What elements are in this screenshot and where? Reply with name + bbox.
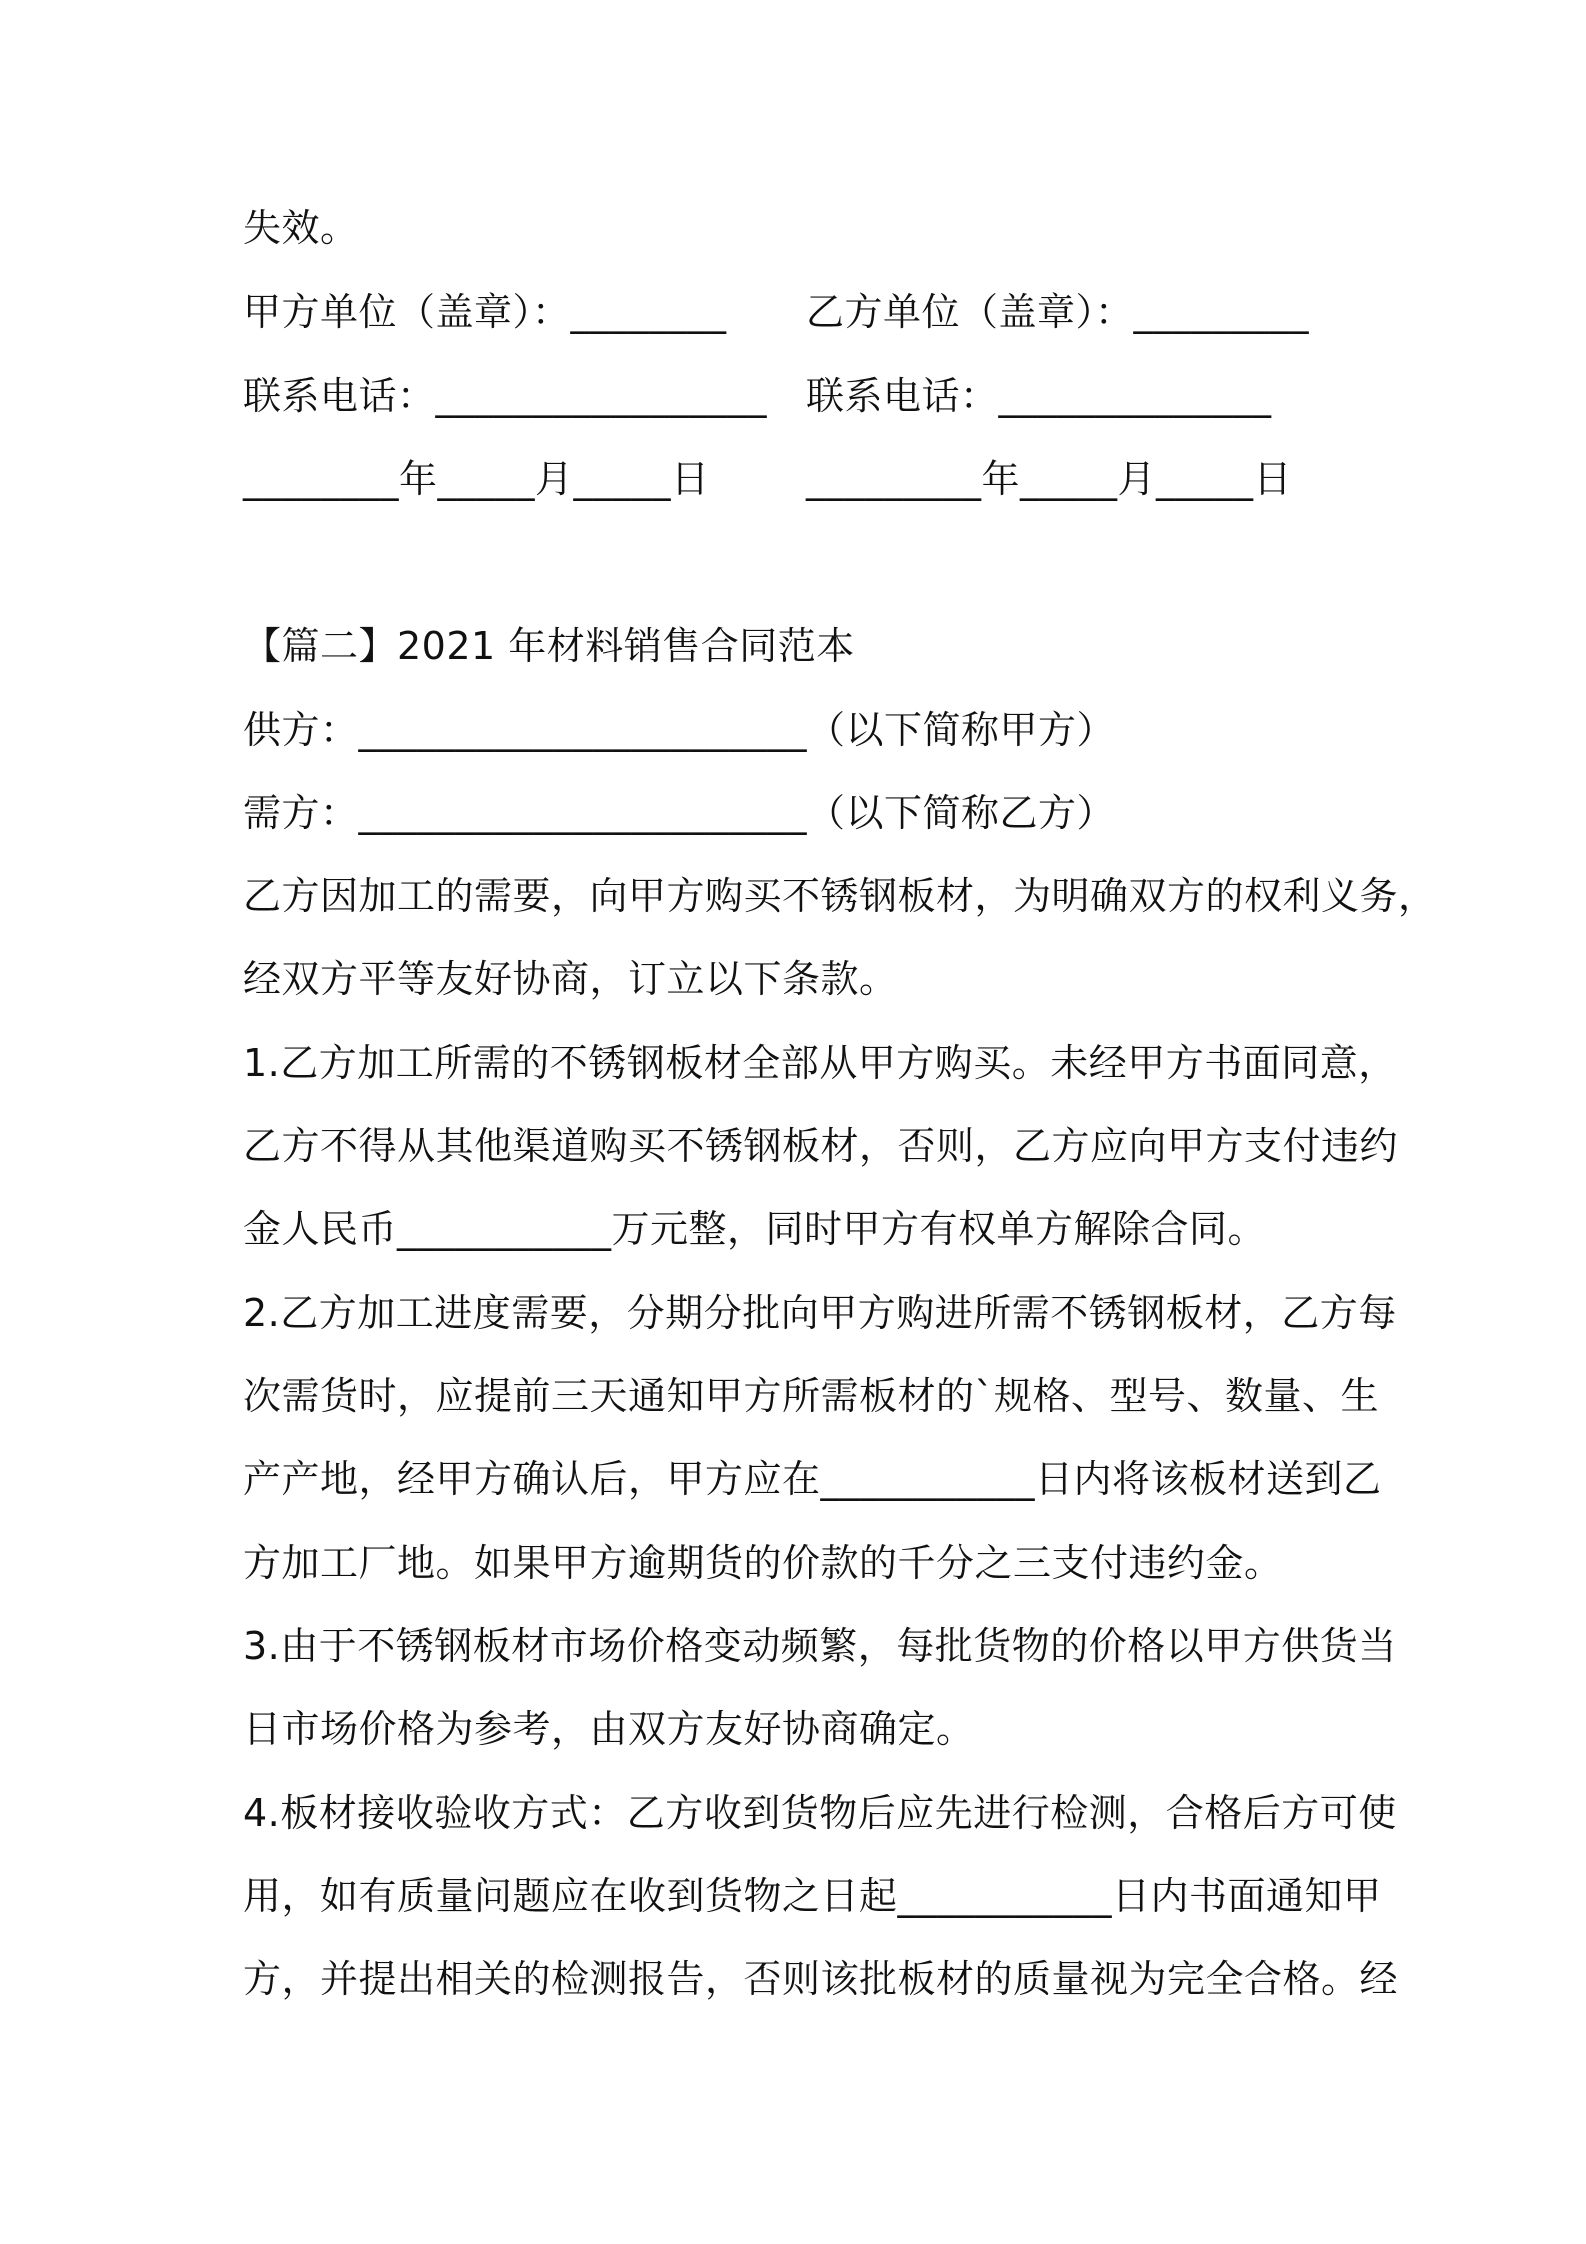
party-b-unit: 乙方单位（盖章）：_________ xyxy=(806,290,1310,334)
buyer-line: 需方：_______________________（以下简称乙方） xyxy=(243,791,1116,835)
party-a-unit: 甲方单位（盖章）：________ xyxy=(243,290,727,334)
clause-3-line: 3.由于不锈钢板材市场价格变动频繁，每批货物的价格以甲方供货当 xyxy=(243,1624,1397,1668)
section-heading: 【篇二】2021 年材料销售合同范本 xyxy=(243,624,855,668)
paragraph-line: 乙方因加工的需要，向甲方购买不锈钢板材，为明确双方的权利义务， xyxy=(243,874,1437,918)
text-line: 失效。 xyxy=(243,206,359,250)
party-b-date: _________年_____月_____日 xyxy=(806,457,1293,501)
clause-1-line: 乙方不得从其他渠道购买不锈钢板材，否则，乙方应向甲方支付违约 xyxy=(243,1124,1399,1168)
clause-2-line: 2.乙方加工进度需要，分期分批向甲方购进所需不锈钢板材，乙方每 xyxy=(243,1291,1397,1335)
clause-3-line: 日市场价格为参考，由双方友好协商确定。 xyxy=(243,1707,975,1751)
clause-1-line: 金人民币___________万元整，同时甲方有权单方解除合同。 xyxy=(243,1207,1267,1251)
clause-2-line: 产产地，经甲方确认后，甲方应在___________日内将该板材送到乙 xyxy=(243,1457,1382,1501)
party-a-phone: 联系电话：_________________ xyxy=(243,374,768,418)
clause-4-line: 用，如有质量问题应在收到货物之日起___________日内书面通知甲 xyxy=(243,1874,1382,1918)
party-a-date: ________年_____月_____日 xyxy=(243,457,710,501)
supplier-line: 供方：_______________________（以下简称甲方） xyxy=(243,708,1116,752)
clause-2-line: 方加工厂地。如果甲方逾期货的价款的千分之三支付违约金。 xyxy=(243,1541,1283,1585)
clause-1-line: 1.乙方加工所需的不锈钢板材全部从甲方购买。未经甲方书面同意， xyxy=(243,1041,1397,1085)
clause-2-line: 次需货时，应提前三天通知甲方所需板材的`规格、型号、数量、生 xyxy=(243,1374,1380,1418)
party-b-phone: 联系电话：______________ xyxy=(806,374,1272,418)
paragraph-line: 经双方平等友好协商，订立以下条款。 xyxy=(243,957,898,1001)
clause-4-line: 4.板材接收验收方式：乙方收到货物后应先进行检测，合格后方可使 xyxy=(243,1791,1397,1835)
clause-4-line: 方，并提出相关的检测报告，否则该批板材的质量视为完全合格。经 xyxy=(243,1957,1399,2001)
